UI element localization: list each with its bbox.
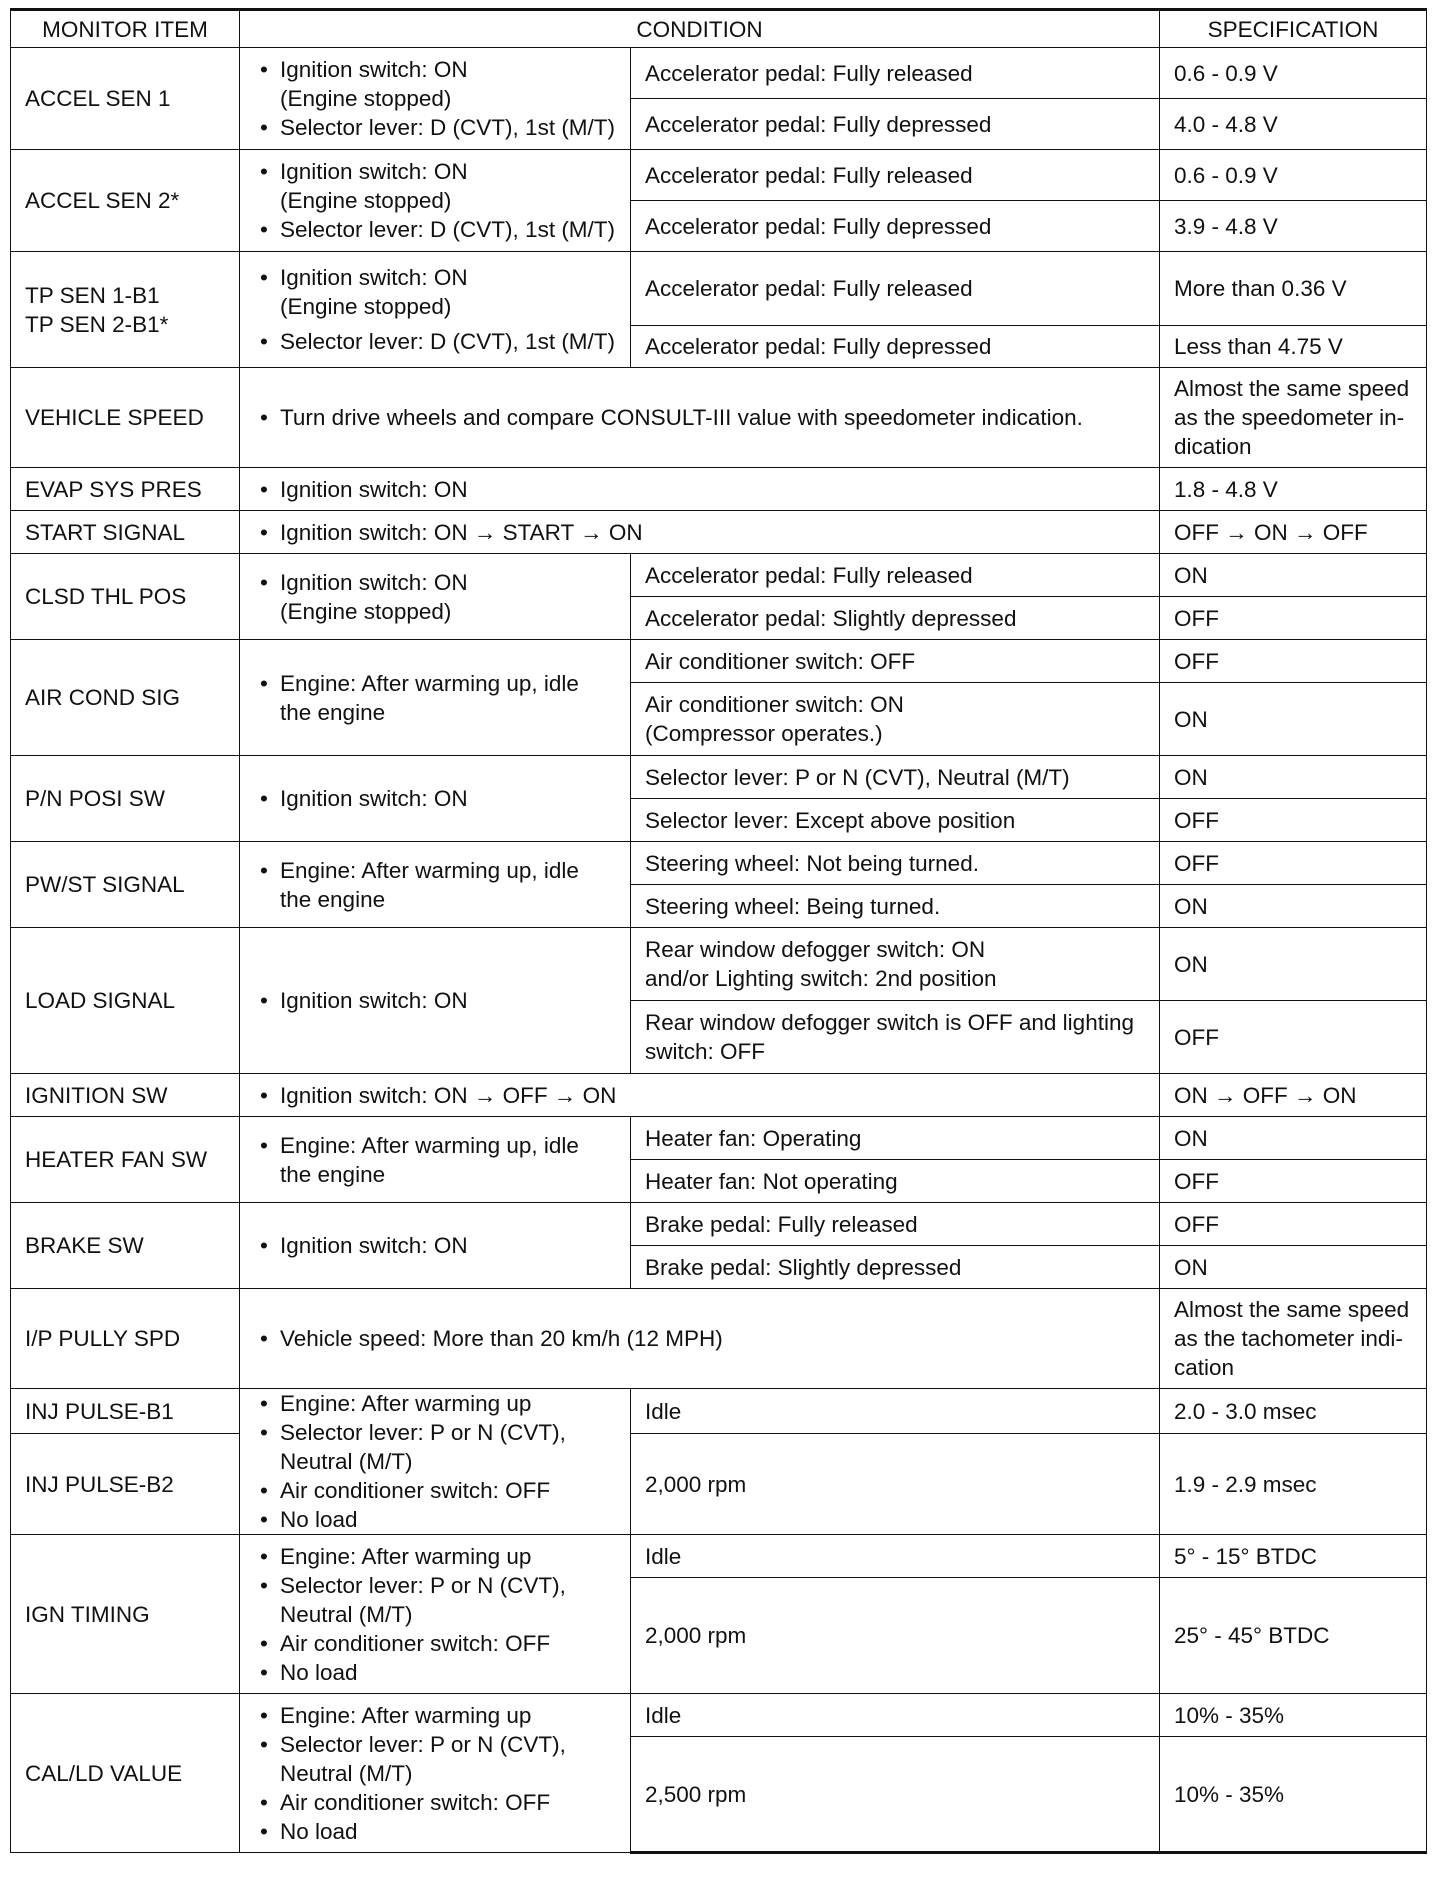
monitor-spec-table [10,8,1427,1854]
sub-condition-cell: Air conditioner switch: ON (Compressor operates.) [631,683,1160,756]
condition-bullet: • Air conditioner switch: OFF [254,1476,616,1505]
common-condition-cell [240,1117,631,1203]
monitor-item-cell: VEHICLE SPEED [11,368,240,468]
condition-cell [240,1074,1160,1117]
spec-value-cell: OFF [1160,640,1427,683]
sub-condition-cell: Accelerator pedal: Fully released [631,48,1160,99]
sub-condition-cell: Heater fan: Operating [631,1117,1160,1160]
spec-value-cell: OFF [1160,597,1427,640]
spec-value-cell: OFF [1160,1001,1427,1074]
sub-condition-cell: 2,000 rpm [631,1578,1160,1694]
sub-condition-cell: Steering wheel: Being turned. [631,885,1160,928]
sub-condition-cell: Idle [631,1535,1160,1578]
monitor-item-cell: ACCEL SEN 2* [11,150,240,252]
table-row [11,368,1427,468]
condition-bullet: • Engine: After warming up [254,1389,616,1418]
monitor-item-cell: I/P PULLY SPD [11,1289,240,1389]
condition-bullet: • Selector lever: P or N (CVT), Neutral (M/T) [254,1418,616,1476]
sub-condition-cell: Selector lever: Except above position [631,799,1160,842]
table-row [11,1389,1427,1434]
monitor-item-cell: CAL/LD VALUE [11,1694,240,1853]
spec-value-cell: 10% - 35% [1160,1694,1427,1737]
spec-value-cell: 0.6 - 0.9 V [1160,150,1427,201]
sub-condition-cell: Accelerator pedal: Slightly depressed [631,597,1160,640]
condition-bullet: • Engine: After warming up, idle the engine [254,856,616,914]
sub-condition-cell: Brake pedal: Slightly depressed [631,1246,1160,1289]
monitor-item-cell: PW/ST SIGNAL [11,842,240,928]
spec-value-cell: ON → OFF → ON [1160,1074,1427,1117]
common-condition-cell [240,842,631,928]
common-condition-cell [240,928,631,1074]
header-specification: SPECIFICATION [1160,10,1427,48]
sub-condition-cell: 2,000 rpm [631,1434,1160,1535]
table-row [11,1074,1427,1117]
condition-bullet: • Selector lever: P or N (CVT), Neutral (M/T) [254,1571,616,1629]
spec-value-cell: 1.9 - 2.9 msec [1160,1434,1427,1535]
common-condition-cell [240,1535,631,1694]
sub-condition-cell: Selector lever: P or N (CVT), Neutral (M/T) [631,756,1160,799]
sub-condition-cell: Accelerator pedal: Fully released [631,150,1160,201]
spec-value-cell: OFF [1160,842,1427,885]
condition-bullet: • Selector lever: P or N (CVT), Neutral (M/T) [254,1730,616,1788]
header-condition: CONDITION [240,10,1160,48]
condition-bullet: • Ignition switch: ON (Engine stopped) [254,568,616,626]
monitor-item-cell: IGN TIMING [11,1535,240,1694]
table-row [11,252,1427,326]
table-row [11,640,1427,683]
sub-condition-cell: Accelerator pedal: Fully released [631,554,1160,597]
table-row [11,468,1427,511]
spec-value-cell: ON [1160,1117,1427,1160]
monitor-item-cell: ACCEL SEN 1 [11,48,240,150]
condition-bullet: • Engine: After warming up, idle the engine [254,1131,616,1189]
spec-value-cell: OFF [1160,1203,1427,1246]
monitor-item-label: TP SEN 1-B1 [25,282,160,308]
condition-bullet: • Engine: After warming up, idle the engine [254,669,616,727]
spec-value-cell: 0.6 - 0.9 V [1160,48,1427,99]
common-condition-cell [240,756,631,842]
condition-bullet: • Turn drive wheels and compare CONSULT-III value with speedometer indication. [254,403,1145,432]
sub-condition-cell: Steering wheel: Not being turned. [631,842,1160,885]
monitor-item-cell: AIR COND SIG [11,640,240,756]
condition-bullet: • No load [254,1658,616,1687]
spec-value-cell: 10% - 35% [1160,1737,1427,1853]
condition-bullet: • Ignition switch: ON [254,986,616,1015]
spec-value-cell: OFF [1160,799,1427,842]
monitor-item-cell: IGNITION SW [11,1074,240,1117]
spec-value-cell: Almost the same speed as the speedometer in- dication [1160,368,1427,468]
condition-cell [240,1289,1160,1389]
condition-bullet: • Air conditioner switch: OFF [254,1788,616,1817]
monitor-item-cell: P/N POSI SW [11,756,240,842]
condition-bullet: • Ignition switch: ON (Engine stopped) [254,157,616,215]
sub-condition-cell: Air conditioner switch: OFF [631,640,1160,683]
monitor-item-cell: START SIGNAL [11,511,240,554]
common-condition-cell [240,150,631,252]
table-row [11,1434,1427,1535]
spec-value-cell: Less than 4.75 V [1160,326,1427,368]
condition-bullet: • No load [254,1817,616,1846]
monitor-item-cell: EVAP SYS PRES [11,468,240,511]
header-monitor-item: MONITOR ITEM [11,10,240,48]
monitor-item-cell: BRAKE SW [11,1203,240,1289]
sub-condition-cell: Accelerator pedal: Fully depressed [631,326,1160,368]
spec-value-cell: More than 0.36 V [1160,252,1427,326]
table-row [11,1203,1427,1246]
table-row [11,1117,1427,1160]
condition-bullet: • Vehicle speed: More than 20 km/h (12 MPH) [254,1324,1145,1353]
spec-value-cell: 3.9 - 4.8 V [1160,201,1427,252]
condition-bullet: • Engine: After warming up [254,1542,616,1571]
common-condition-cell [240,640,631,756]
spec-value-cell: Almost the same speed as the tachometer indi- cation [1160,1289,1427,1389]
common-condition-cell [240,48,631,150]
table-row [11,1694,1427,1737]
common-condition-cell [240,1389,631,1535]
sub-condition-cell: 2,500 rpm [631,1737,1160,1853]
spec-value-cell: 4.0 - 4.8 V [1160,99,1427,150]
monitor-item-cell: INJ PULSE-B1 [11,1389,240,1434]
condition-bullet: • Engine: After warming up [254,1701,616,1730]
spec-value-cell: 2.0 - 3.0 msec [1160,1389,1427,1434]
condition-bullet: • Selector lever: D (CVT), 1st (M/T) [254,327,616,356]
monitor-item-cell [11,252,240,368]
sub-condition-cell: Accelerator pedal: Fully depressed [631,99,1160,150]
condition-bullet: • Ignition switch: ON → OFF → ON [254,1081,1145,1110]
common-condition-cell [240,554,631,640]
condition-bullet: • Selector lever: D (CVT), 1st (M/T) [254,215,616,244]
table-row [11,842,1427,885]
sub-condition-cell: Accelerator pedal: Fully released [631,252,1160,326]
monitor-item-cell: HEATER FAN SW [11,1117,240,1203]
table-row [11,48,1427,99]
condition-cell [240,511,1160,554]
condition-bullet: • Ignition switch: ON [254,475,1145,504]
table-row [11,511,1427,554]
sub-condition-cell: Idle [631,1389,1160,1434]
sub-condition-cell: Rear window defogger switch is OFF and lighting switch: OFF [631,1001,1160,1074]
condition-cell [240,368,1160,468]
spec-value-cell: 1.8 - 4.8 V [1160,468,1427,511]
table-row [11,1289,1427,1389]
spec-value-cell: ON [1160,885,1427,928]
sub-condition-cell: Idle [631,1694,1160,1737]
condition-cell [240,468,1160,511]
condition-bullet: • Ignition switch: ON → START → ON [254,518,1145,547]
monitor-item-label: TP SEN 2-B1* [25,311,169,337]
spec-value-cell: 5° - 15° BTDC [1160,1535,1427,1578]
table-row [11,554,1427,597]
monitor-item-cell: INJ PULSE-B2 [11,1434,240,1535]
condition-bullet: • Ignition switch: ON [254,1231,616,1260]
common-condition-cell [240,1203,631,1289]
header-row [11,10,1427,48]
spec-value-cell: ON [1160,928,1427,1001]
condition-bullet: • Ignition switch: ON (Engine stopped) [254,55,616,113]
sub-condition-cell: Rear window defogger switch: ON and/or Lighting switch: 2nd position [631,928,1160,1001]
spec-value-cell: OFF → ON → OFF [1160,511,1427,554]
spec-value-cell: OFF [1160,1160,1427,1203]
condition-bullet: • Air conditioner switch: OFF [254,1629,616,1658]
common-condition-cell [240,1694,631,1853]
condition-bullet: • No load [254,1505,616,1534]
monitor-item-cell: LOAD SIGNAL [11,928,240,1074]
spec-value-cell: ON [1160,756,1427,799]
table-row [11,150,1427,201]
table-row [11,928,1427,1001]
monitor-item-cell: CLSD THL POS [11,554,240,640]
table-row [11,756,1427,799]
spec-value-cell: ON [1160,683,1427,756]
sub-condition-cell: Accelerator pedal: Fully depressed [631,201,1160,252]
table-row [11,1535,1427,1578]
condition-bullet: • Ignition switch: ON [254,784,616,813]
spec-value-cell: 25° - 45° BTDC [1160,1578,1427,1694]
spec-value-cell: ON [1160,554,1427,597]
condition-bullet: • Ignition switch: ON (Engine stopped) [254,263,616,321]
sub-condition-cell: Brake pedal: Fully released [631,1203,1160,1246]
sub-condition-cell: Heater fan: Not operating [631,1160,1160,1203]
condition-bullet: • Selector lever: D (CVT), 1st (M/T) [254,113,616,142]
common-condition-cell [240,252,631,368]
spec-value-cell: ON [1160,1246,1427,1289]
